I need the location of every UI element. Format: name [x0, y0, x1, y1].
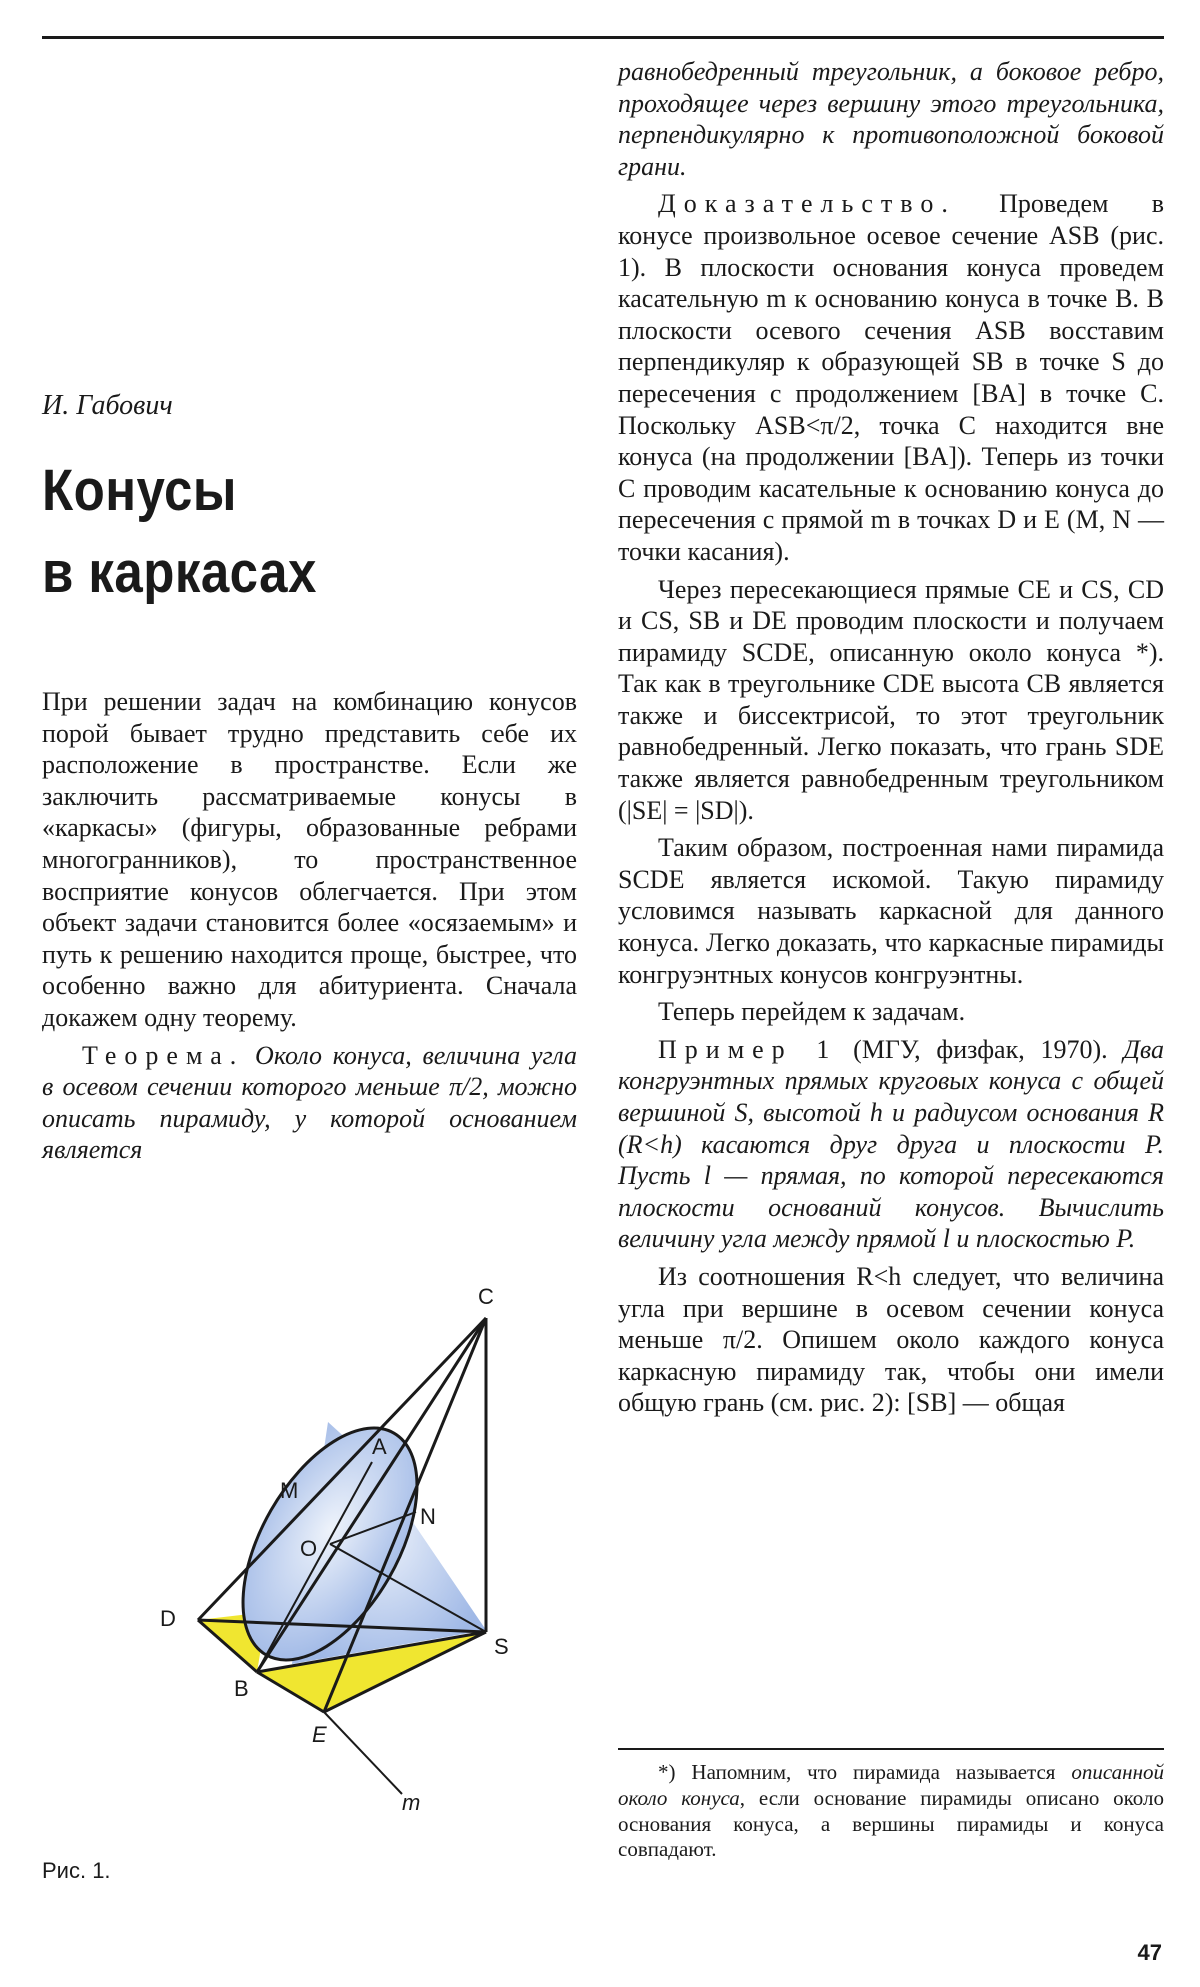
label-S: S	[494, 1634, 509, 1659]
theorem-label: Теорема.	[82, 1040, 245, 1070]
footnote-italic: описанной около конуса	[618, 1760, 1165, 1810]
label-O: O	[300, 1536, 318, 1561]
author-name: И. Габович	[42, 390, 173, 421]
figure-caption: Рис. 1.	[42, 1858, 111, 1883]
label-m: m	[402, 1790, 421, 1815]
label-E: E	[312, 1722, 327, 1747]
label-N: N	[420, 1504, 436, 1529]
footnote-lead: *) Напомним, что пирамида называется	[658, 1760, 1056, 1784]
label-C: C	[478, 1284, 494, 1309]
figure-1	[42, 1262, 602, 1882]
cone-pyramid-diagram	[42, 1262, 602, 1882]
footnote-rest: , если основание пирамиды описано около основания конуса, а вершины пирамиды и конуса совпадают.	[618, 1785, 1165, 1862]
label-D: D	[160, 1606, 176, 1631]
top-rule	[42, 36, 1164, 39]
page-number: 47	[1137, 1940, 1162, 1965]
proof-label: Доказательство.	[658, 189, 956, 219]
example-paragraph	[618, 1034, 1164, 1255]
right-column	[618, 56, 1164, 1419]
line-m	[324, 1712, 402, 1794]
label-B: B	[234, 1676, 249, 1701]
footnote-text	[618, 1760, 1164, 1863]
theorem-text: Около конуса, величина угла в осевом сечении которого меньше π/2, можно описать пирамиду, у которой основанием является	[42, 1040, 578, 1165]
title-line-2: в каркасах	[42, 540, 317, 605]
proof-paragraph	[618, 188, 1164, 567]
intro-paragraph: При решении задач на комбинацию конусов порой бывает трудно представить себе их расположение в пространстве. Если же заключить рассматриваемые конусы в «каркасы» (фигуры, образованные ребрами многогранников), то пространственное восприятие конусов облегчается. При этом объект задачи становится более «осязаемым» и путь к решению находится проще, быстрее, что особенно важно для абитуриента. Сначала докажем одну теорему.	[42, 687, 577, 1032]
article-title	[42, 450, 513, 614]
pyramid-paragraph: Через пересекающиеся прямые CE и CS, CD и CS, SB и DE проводим плоскости и получаем пирамиду SCDE, описанную около конуса *). Так как в треугольнике CDE высота CB является также и биссектрисой, то этот треугольник равнобедренный. Легко показать, что грань SDE также является равнобедренным треугольником (|SE| = |SD|).	[618, 574, 1164, 825]
example-text: Два конгруэнтных прямых круговых конуса с общей вершиной S, высотой h и радиусом основания R (R<h) касаются друг друга и плоскости P. Пусть l — прямая, по которой пересекаются плоскости оснований конусов. Вычислить величину угла между прямой l и плоскостью P.	[618, 1034, 1165, 1254]
theorem-paragraph	[42, 1040, 577, 1166]
footnote-rule	[618, 1748, 1164, 1750]
title-line-1: Конусы	[42, 458, 237, 523]
transition-paragraph: Теперь перейдем к задачам.	[658, 997, 966, 1027]
footnote	[618, 1760, 1164, 1863]
theorem-continuation: равнобедренный треугольник, а боковое ребро, проходящее через вершину этого треугольника, перпендикулярно к противоположной боковой грани.	[618, 57, 1164, 181]
solution-paragraph: Из соотношения R<h следует, что величина угла при вершине в осевом сечении конуса меньше π/2. Опишем около каждого конуса каркасную пирамиду так, чтобы они имели общую грань (см. рис. 2): [SB] — общая	[618, 1261, 1164, 1418]
label-M: M	[280, 1478, 299, 1503]
label-A: A	[372, 1434, 387, 1459]
example-source: (МГУ, физфак, 1970).	[853, 1034, 1108, 1064]
left-column	[42, 390, 577, 1166]
example-label: Пример 1	[658, 1034, 838, 1064]
proof-text: Проведем в конусе произвольное осевое сечение ASB (рис. 1). В плоскости основания конуса проведем касательную m к основанию конуса в точке B. В плоскости осевого сечения ASB восставим перпендикуляр к образующей SB в точке S до пересечения с продолжением [BA] в точке C. Поскольку ASB<π/2, точка C находится вне конуса (на продолжении [BA]). Теперь из точки C проводим касательные к основанию конуса до пересечения с прямой m в точках D и E (M, N — точки касания).	[618, 189, 1164, 566]
conclusion-paragraph: Таким образом, построенная нами пирамида SCDE является искомой. Такую пирамиду условимся называть каркасной для данного конуса. Легко доказать, что каркасные пирамиды конгруэнтных конусов конгруэнтны.	[618, 833, 1164, 989]
